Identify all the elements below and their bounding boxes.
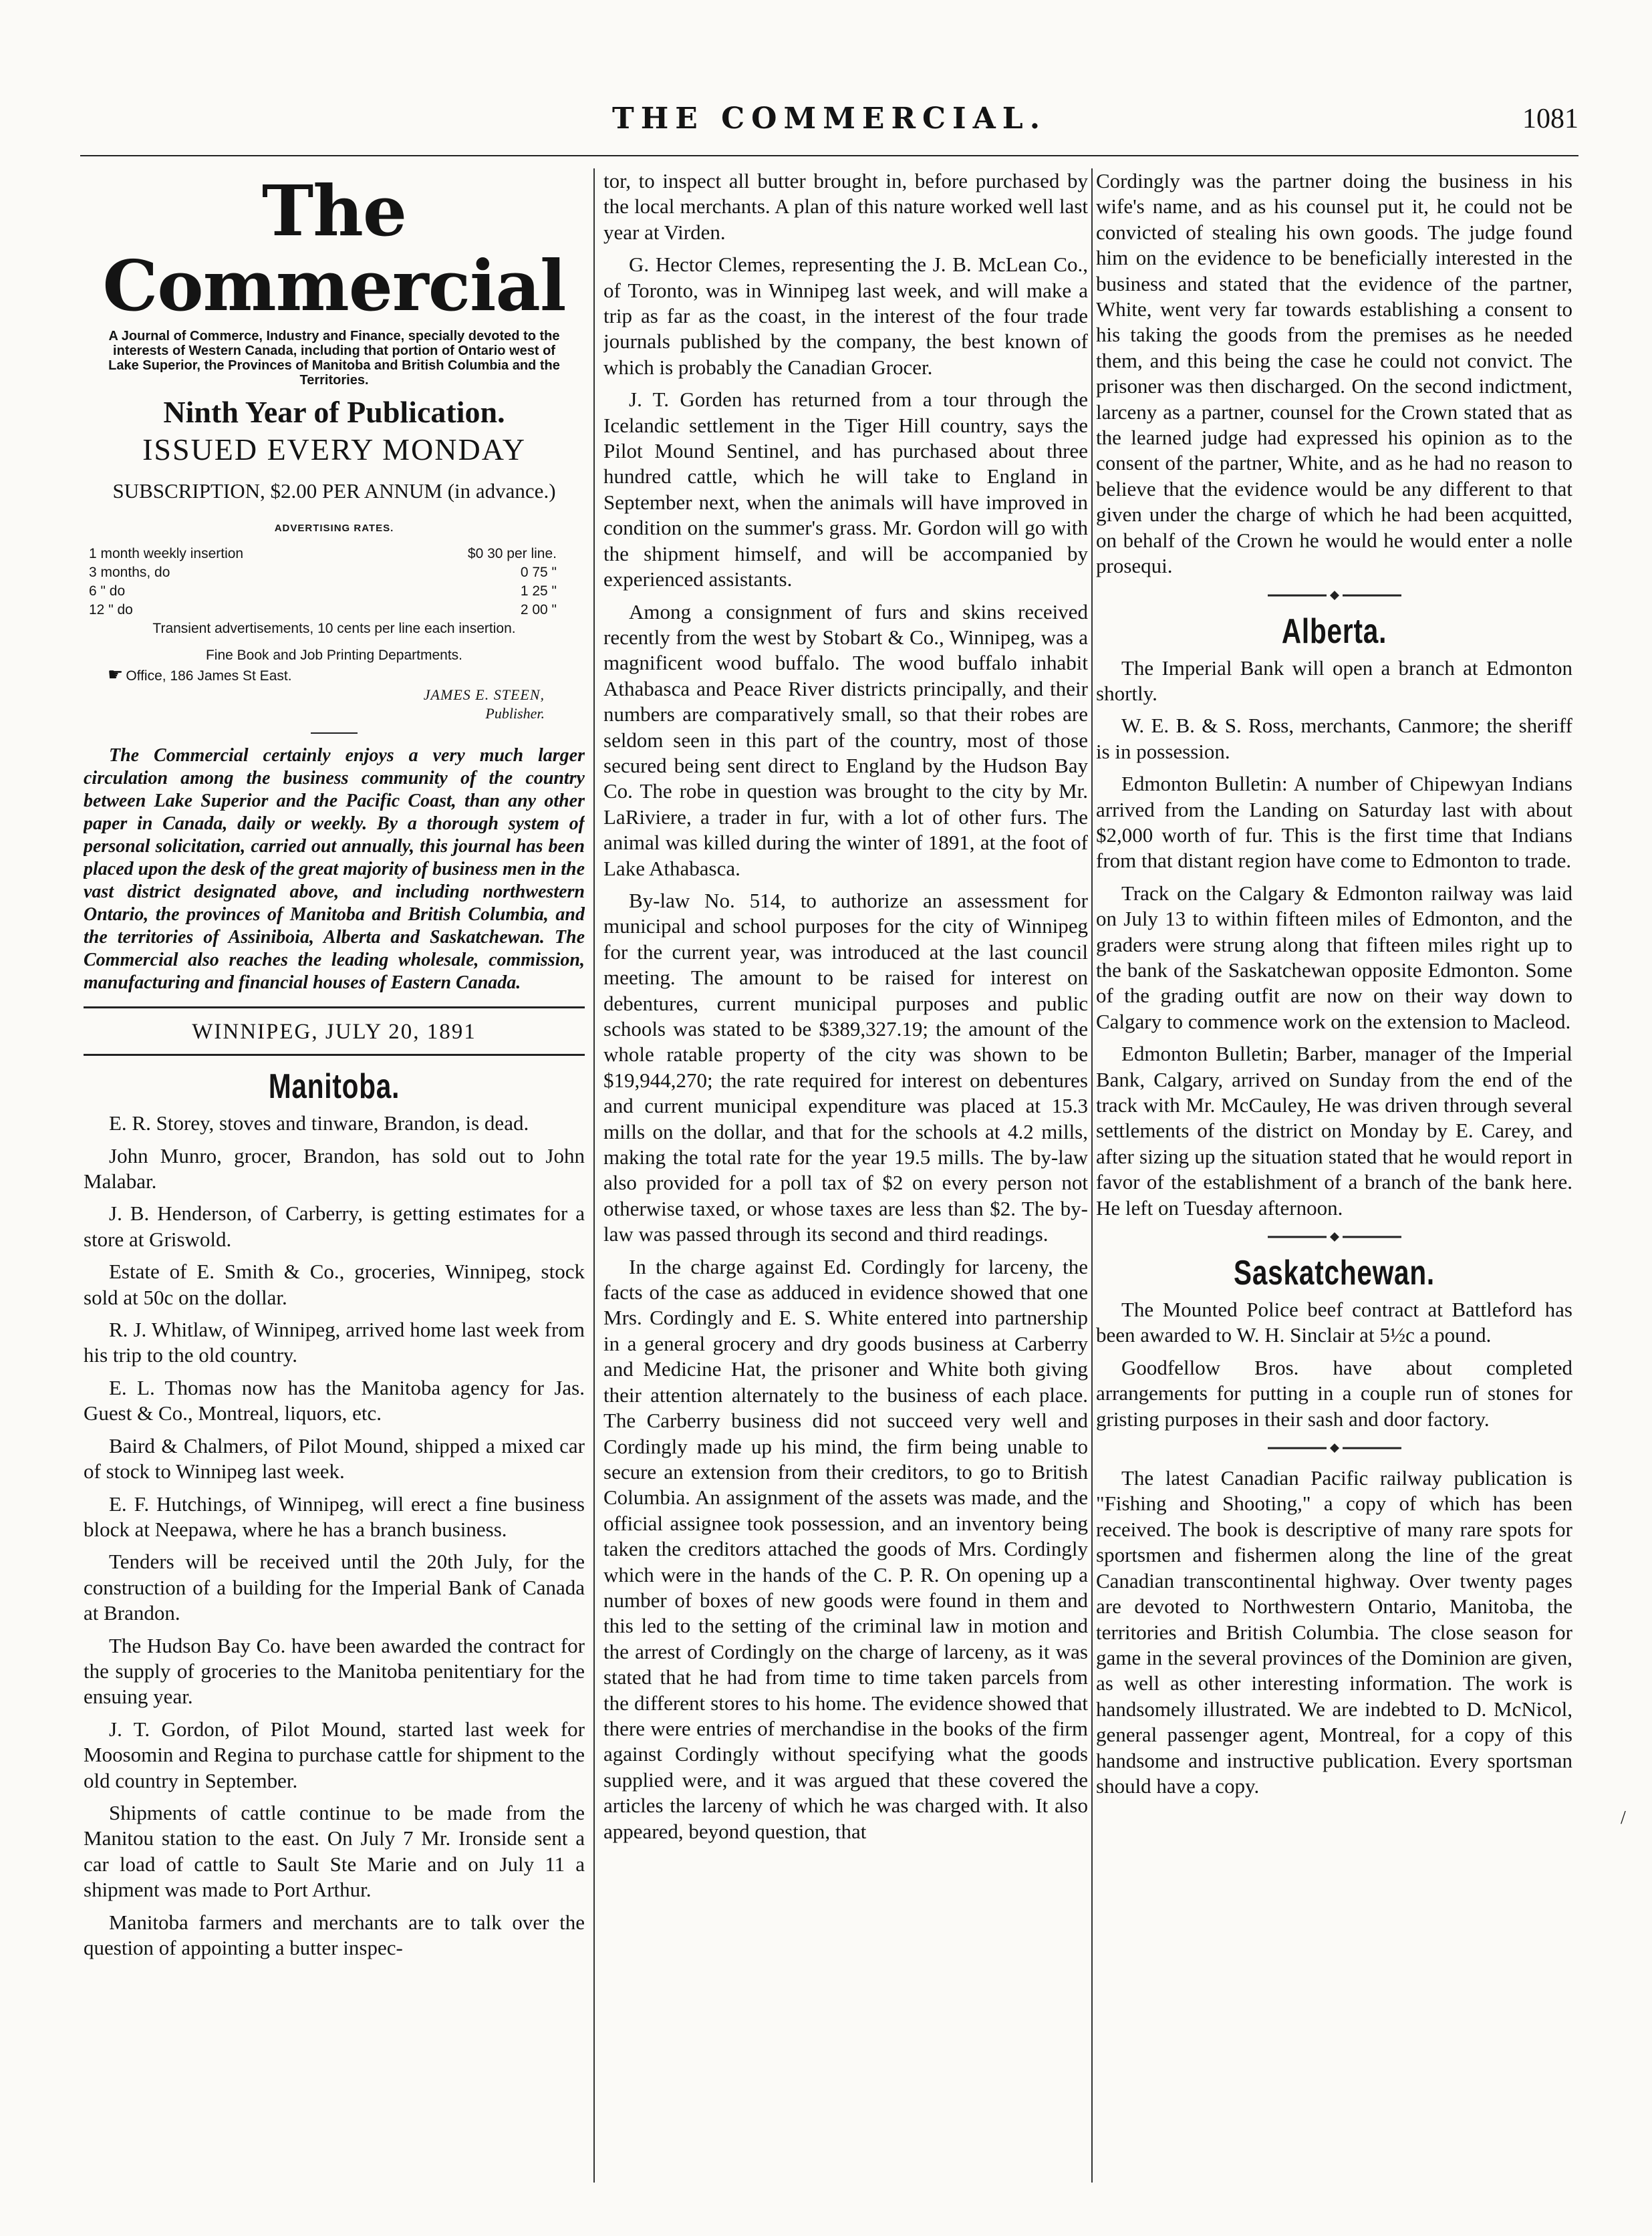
office-text: Office, 186 James St East. bbox=[126, 668, 292, 684]
section-ornament bbox=[1096, 589, 1572, 602]
news-item: The Imperial Bank will open a branch at Edmonton shortly. bbox=[1096, 656, 1572, 705]
rate-price: 1 25 " bbox=[520, 583, 557, 599]
news-item: Tenders will be received until the 20th July, for the construction of a building for the Imperial Bank of Canada at Brandon. bbox=[84, 1550, 585, 1625]
news-item: E. L. Thomas now has the Manitoba agency for Jas. Guest & Co., Montreal, liquors, etc. bbox=[84, 1375, 585, 1425]
ornament-rule-icon bbox=[1261, 589, 1408, 602]
news-item: The Hudson Bay Co. have been awarded the contract for the supply of groceries to the Manitoba penitentiary for the ensuing year. bbox=[84, 1633, 585, 1709]
masthead-title: The Commercial bbox=[102, 170, 566, 327]
publication-year: Ninth Year of Publication. bbox=[163, 395, 505, 429]
rate-term: 1 month weekly insertion bbox=[89, 545, 244, 561]
news-item: Estate of E. Smith & Co., groceries, Winnipeg, stock sold at 50c on the dollar. bbox=[84, 1260, 585, 1309]
column-divider bbox=[593, 168, 595, 2183]
news-item: Among a consignment of furs and skins received recently from the west by Stobart & Co., Winnipeg, was a magnificent wood buffalo. The wood buffalo inhabit Athabasca and Peace River districts principally, and their numbers are comparatively small, so that their robes are seldom seen in this part of the country, most of those secured being sent direct to England by the Hudson Bay Co. The robe in question was brought to the city by Mr. LaRiviere, a trader in fur, with a lot of other furs. The animal was killed during the winter of 1891, at the foot of Lake Athabasca. bbox=[603, 599, 1088, 880]
advertising-rates-table bbox=[89, 545, 557, 619]
rate-price: $0 30 per line. bbox=[467, 545, 557, 561]
publisher-name: JAMES E. STEEN, bbox=[423, 686, 545, 703]
margin-mark: / bbox=[1621, 1808, 1626, 1828]
news-item: Edmonton Bulletin; Barber, manager of the Imperial Bank, Calgary, arrived on Sunday from the end of the track with Mr. McCauley, He was driven through several settlements of the district on Monday by E. Carey, and after sizing up the situation stated that he would report in favor of the establishment of a branch of the bank here. He left on Tuesday afternoon. bbox=[1096, 1042, 1572, 1220]
issued-every-monday: ISSUED EVERY MONDAY bbox=[142, 432, 526, 466]
section-ornament bbox=[1096, 1441, 1572, 1455]
news-item: G. Hector Clemes, representing the J. B. McLean Co., of Toronto, was in Winnipeg last week, and will make a trip as far as the coast, in the interest of the four trade journals published by the company, the best known of which is probably the Canadian Grocer. bbox=[603, 253, 1088, 379]
section-heading-manitoba: Manitoba. bbox=[268, 1067, 400, 1107]
news-item: The Mounted Police beef contract at Battleford has been awarded to W. H. Sinclair at 5½c a pound. bbox=[1096, 1298, 1572, 1347]
section-heading-alberta: Alberta. bbox=[1281, 611, 1387, 651]
ornament-rule-icon bbox=[1261, 1441, 1408, 1455]
news-item: J. T. Gorden has returned from a tour through the Icelandic settlement in the Tiger Hill country, says the Pilot Mound Sentinel, and has purchased about three hundred cattle, which he will take to England in September next, when the animals will have improved in condition on the summer's grass. Mr. Gordon will go with the shipment himself, and will be accompanied by experienced assistants. bbox=[603, 388, 1088, 591]
running-title: THE COMMERCIAL. bbox=[611, 102, 1047, 136]
news-item: Baird & Chalmers, of Pilot Mound, shipped a mixed car of stock to Winnipeg last week. bbox=[84, 1433, 585, 1484]
news-item: Cordingly was the partner doing the business in his wife's name, and as his counsel put it, he could not be convicted of stealing his own goods. The judge found him on the evidence to be beneficially interested in the business and stated that the evidence of the partner, White, went very far towards establishing a consent to his taking the goods from the premises as he needed them, and this being the case he could not convict. The prisoner was then discharged. On the second indictment, larceny as a partner, counsel for the Crown stated that as the learned judge had expressed his opinion as to the consent of the partner, White, and as he had no reason to believe that the evidence would be any different to that given under the charge of which he had been acquitted, on behalf of the Crown he would he would enter a nolle prosequi. bbox=[1096, 169, 1572, 578]
circulation-promo: The Commercial certainly enjoys a very much larger circulation among the business community of the country between Lake Superior and the Pacific Coast, than any other paper in Canada, daily or weekly. By a thorough system of personal solicitation, carried out annually, this journal has been placed upon the desk of the great majority of business men in the vast district designated above, and including northwestern Ontario, the provinces of Manitoba and British Columbia, and the territories of Assiniboia, Alberta and Saskatchewan. The Commercial also reaches the leading wholesale, commission, manufacturing and financial houses of Eastern Canada. bbox=[84, 744, 585, 993]
news-item: Track on the Calgary & Edmonton railway was laid on July 13 to within fifteen miles of Edmonton, and the graders were strung along that fifteen miles right up to the bank of the Saskatchewan opposite Edmonton. Some of the grading outfit are now on their way down to Calgary to commence work on the extension to Macleod. bbox=[1096, 881, 1572, 1033]
news-item: Goodfellow Bros. have about completed arrangements for putting in a couple run of stones for gristing purposes in their sash and door factory. bbox=[1096, 1355, 1572, 1431]
news-item: Edmonton Bulletin: A number of Chipewyan Indians arrived from the Landing on Saturday last with about $2,000 worth of fur. This is the first time that Indians from that distant region have come to Edmonton to trade. bbox=[1096, 772, 1572, 873]
rate-term: 3 months, do bbox=[89, 564, 170, 580]
news-item: W. E. B. & S. Ross, merchants, Canmore; the sheriff is in possession. bbox=[1096, 714, 1572, 763]
rate-row bbox=[89, 601, 557, 619]
news-item: Shipments of cattle continue to be made from the Manitou station to the east. On July 7 Mr. Ironside sent a car load of cattle to Sault Ste Marie and on July 11 a shipment was made to Port Arthur. bbox=[84, 1800, 585, 1902]
news-item: By-law No. 514, to authorize an assessment for municipal and school purposes for the city of Winnipeg for the current year, was introduced at the last council meeting. The amount to be raised for interest on debentures, current municipal purposes and public schools was stated to be $389,327.19; the amount of the whole ratable property of the city was shown to be $19,944,270; the rate required for interest on debentures and current municipal expenditure was placed at 15.3 mills on the dollar, and that for the schools at 4.2 mills, making the total rate for the year 19.5 mills. The by-law also provided for a poll tax of $2 on every person not otherwise taxed, or whose taxes are less than $2. The by-law was passed through its second and third readings. bbox=[603, 888, 1088, 1246]
rate-term: 12 " do bbox=[89, 601, 133, 617]
column-two bbox=[603, 168, 1088, 2189]
news-item: R. J. Whitlaw, of Winnipeg, arrived home last week from his trip to the old country. bbox=[84, 1318, 585, 1367]
page-number: 1081 bbox=[1522, 104, 1578, 134]
subscription-line: SUBSCRIPTION, $2.00 PER ANNUM (in advance.) bbox=[112, 479, 556, 503]
news-item: J. B. Henderson, of Carberry, is getting estimates for a store at Griswold. bbox=[84, 1202, 585, 1251]
advertising-rates-title: ADVERTISING RATES. bbox=[274, 523, 394, 535]
dateline-box bbox=[84, 1006, 585, 1056]
pointing-hand-icon: ☛ bbox=[108, 664, 124, 684]
section-heading-saskatchewan: Saskatchewan. bbox=[1234, 1254, 1435, 1293]
masthead-subtitle: A Journal of Commerce, Industry and Finance, specially devoted to the interests of Western Canada, including that portion of Ontario west of Lake Superior, the Provinces of Manitoba and British Columbia and the Territories. bbox=[108, 329, 560, 388]
rate-price: 0 75 " bbox=[520, 564, 557, 580]
news-item: In the charge against Ed. Cordingly for larceny, the facts of the case as adduced in evidence showed that one Mrs. Cordingly and E. S. White entered into partnership in a general grocery and dry goods business at Carberry and Medicine Hat, the prisoner and White both giving their attention alternately to the business of each place. The Carberry business did not succeed very well and Cordingly made up his mind, the firm being unable to secure an extension from their creditors, to go to British Columbia. An assignment of the assets was made, and the official assignee took possession, and an inventory being taken the creditors attached the goods of Mrs. Cordingly which were in the hands of the C. P. R. On opening up a number of boxes of new goods were found in them and this led to the setting of the criminal law in motion and the arrest of Cordingly on the charge of larceny, as it was stated that he had from time to time taken parcels from the different stores to his home. The evidence showed that there were entries of merchandise in the books of the firm against Cordingly without specifying what the goods supplied were, and it was argued that these covered the articles the larceny of which he was charged with. It also appeared, beyond question, that bbox=[603, 1254, 1088, 1843]
column-divider bbox=[1091, 168, 1093, 2183]
news-item: John Munro, grocer, Brandon, has sold out to John Malabar. bbox=[84, 1143, 585, 1194]
rate-row bbox=[89, 582, 557, 601]
news-item: The latest Canadian Pacific railway publication is "Fishing and Shooting," a copy of which has been received. The book is descriptive of many rare spots for sportsmen and fishermen along the line of the great Canadian transcontinental highway. Over twenty pages are devoted to Northwestern Ontario, Manitoba, the territories and British Columbia. The close season for game in the several provinces of the Dominion are given, as well as other interesting information. The work is handsomely illustrated. We are indebted to D. McNicol, general passenger agent, Montreal, for a copy of this handsome and instructive publication. Every sportsman should have a copy. bbox=[1096, 1466, 1572, 1798]
transient-ads-note: Transient advertisements, 10 cents per line each insertion. bbox=[152, 620, 516, 636]
ornament-rule-icon bbox=[1261, 1230, 1408, 1244]
news-item: Manitoba farmers and merchants are to talk over the question of appointing a butter inspec- bbox=[84, 1910, 585, 1959]
fine-book-printing: Fine Book and Job Printing Departments. bbox=[205, 647, 463, 663]
office-address bbox=[108, 665, 585, 686]
rate-row bbox=[89, 563, 557, 582]
news-item: E. F. Hutchings, of Winnipeg, will erect a fine business block at Neepawa, where he has a branch business. bbox=[84, 1492, 585, 1541]
running-head bbox=[80, 102, 1578, 148]
section-ornament bbox=[1096, 1230, 1572, 1244]
column-three bbox=[1096, 168, 1572, 2189]
rate-row bbox=[89, 545, 557, 563]
news-item: E. R. Storey, stoves and tinware, Brandon, is dead. bbox=[109, 1111, 529, 1135]
short-rule bbox=[311, 732, 358, 734]
rate-term: 6 " do bbox=[89, 583, 126, 599]
news-item: J. T. Gordon, of Pilot Mound, started last week for Moosomin and Regina to purchase cattle for shipment to the old country in September. bbox=[84, 1717, 585, 1792]
dateline: WINNIPEG, JULY 20, 1891 bbox=[192, 1019, 476, 1044]
column-one bbox=[84, 168, 585, 2189]
header-rule bbox=[80, 155, 1578, 156]
news-item: tor, to inspect all butter brought in, before purchased by the local merchants. A plan of this nature worked well last year at Virden. bbox=[603, 169, 1088, 244]
publisher-title: Publisher. bbox=[485, 704, 545, 722]
rate-price: 2 00 " bbox=[520, 601, 557, 617]
